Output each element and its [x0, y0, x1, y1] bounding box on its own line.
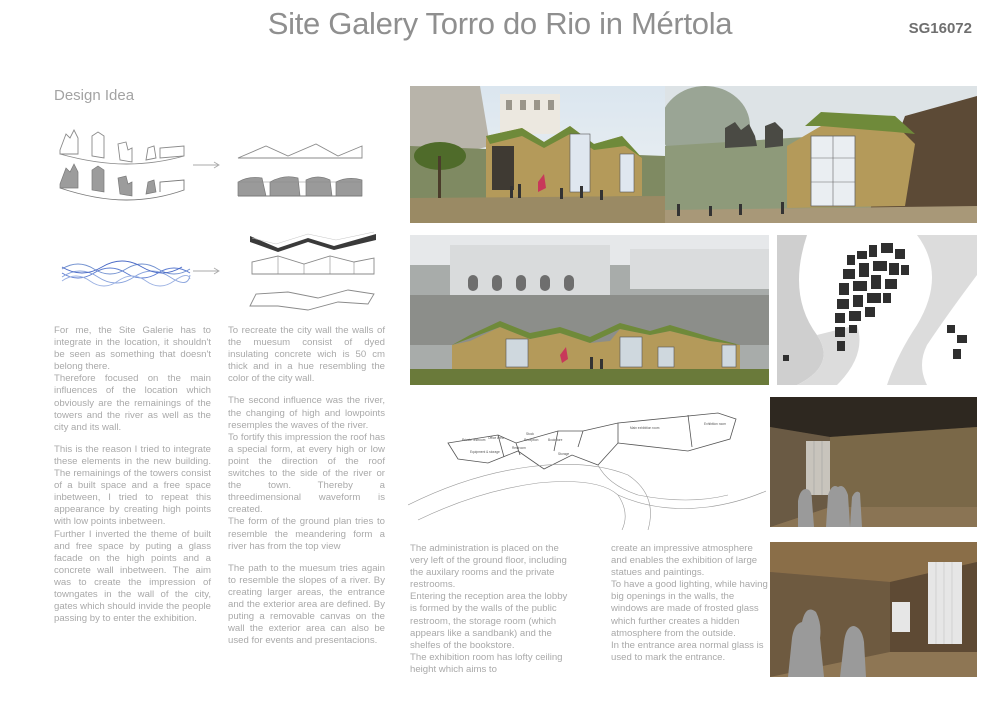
plan-label-restroom: Restroom: [512, 446, 526, 450]
paragraph: In the entrance area normal glass is used to mark the entrance.: [611, 639, 764, 663]
interior-rendering-1: [770, 397, 977, 527]
paragraph: To recreate the city wall the walls of the muesum consist of dyed insulating concrete wich is 50 cm thick and in a hue resembling the color of the city wall.: [228, 325, 385, 385]
paragraph: create an impressive atmosphere and enables the exhibition of large statues and paintings.: [611, 543, 758, 579]
project-code: SG16072: [908, 20, 972, 37]
plan-label-reception: Reception: [524, 438, 539, 442]
paragraph: The exhibition room has lofty ceiling height which aims to: [410, 651, 563, 675]
paragraph: The path to the muesum tries again to resemble the slopes of a river. By creating larger areas, the entrance and the exterior area are defined. By puting a removable canvas on the wall the exterior area can also be used for events and presentacions.: [228, 562, 385, 647]
paragraph: The second influence was the river, the changing of high and lowpoints resemples the waves of the river.: [228, 395, 385, 431]
exterior-rendering-2: [665, 86, 977, 223]
plan-label-main: Main exhibition room: [630, 426, 660, 430]
text-column-4: [611, 543, 771, 664]
plan-label-stock: Stock: [526, 432, 534, 436]
paragraph: For me, the Site Galerie has to integrate in the location, it shouldn't be seen as something that doesn't belong there.: [54, 325, 211, 373]
design-diagram-towers: [56, 120, 196, 215]
ground-floor-plan: [408, 395, 766, 530]
plan-label-private: Private restroom: [462, 438, 486, 442]
elevation-rendering: [410, 235, 769, 385]
design-diagram-waves: [236, 138, 366, 200]
plan-label-equipment: Equipment & storage: [470, 450, 500, 454]
paragraph: The form of the ground plan tries to resemble the meandering form a river has from the top view: [228, 516, 385, 552]
paragraph: This is the reason I tried to integrate these elements in the new building. The remainings of the towers consist of a built space and a free space inbetween, I tried to repeat this appearance by creating high points with low points inbetween.: [54, 443, 211, 528]
plan-label-office: Office Area: [488, 436, 504, 440]
text-column-3: [410, 543, 568, 676]
arrow-icon: [192, 160, 222, 170]
exterior-rendering-1: [410, 86, 665, 223]
arrow-icon: [192, 266, 222, 276]
paragraph: Entering the reception area the lobby is formed by the walls of the public restroom, the storage room (which appears like a sandbank) and the shelfes of the bookstore.: [410, 591, 568, 651]
interior-rendering-2: [770, 542, 977, 677]
paragraph: Further I inverted the theme of built and free space by puting a glass facade on the high points and a concrete wall inbetween. The aim was to create the impression of towngates in the wall of the city, gates which should invide the people passing by to enter the exhibition.: [54, 528, 211, 625]
paragraph: To have a good lighting, while having big openings in the walls, the windows are made of frosted glass which further creates a hidden atmosphere from the outside.: [611, 579, 768, 639]
plan-label-storage: Storage: [558, 452, 570, 456]
paragraph: The administration is placed on the very left of the ground floor, including the auxilary rooms and the private restrooms.: [410, 543, 567, 591]
roof-wave-diagram: [248, 230, 378, 320]
section-title: Design Idea: [54, 87, 135, 104]
page-title: Site Galery Torro do Rio in Mértola: [267, 6, 733, 41]
site-plan: [777, 235, 977, 385]
plan-label-bookstore: Bookstore: [548, 438, 563, 442]
paragraph: To fortify this impression the roof has a special form, at every high or low point the direction of the roof switches to the side of the river or the town. Thereby a threedimensional waveform is created.: [228, 431, 385, 516]
text-column-2: [228, 325, 385, 657]
plan-label-exhibition: Exhibition room: [704, 422, 726, 426]
text-column-1: [54, 325, 211, 635]
paragraph: Therefore focused on the main influences of the location which obviously are the remainings of the towers and the river as well as the city and its wall.: [54, 373, 211, 433]
river-waves-diagram: [60, 255, 192, 291]
